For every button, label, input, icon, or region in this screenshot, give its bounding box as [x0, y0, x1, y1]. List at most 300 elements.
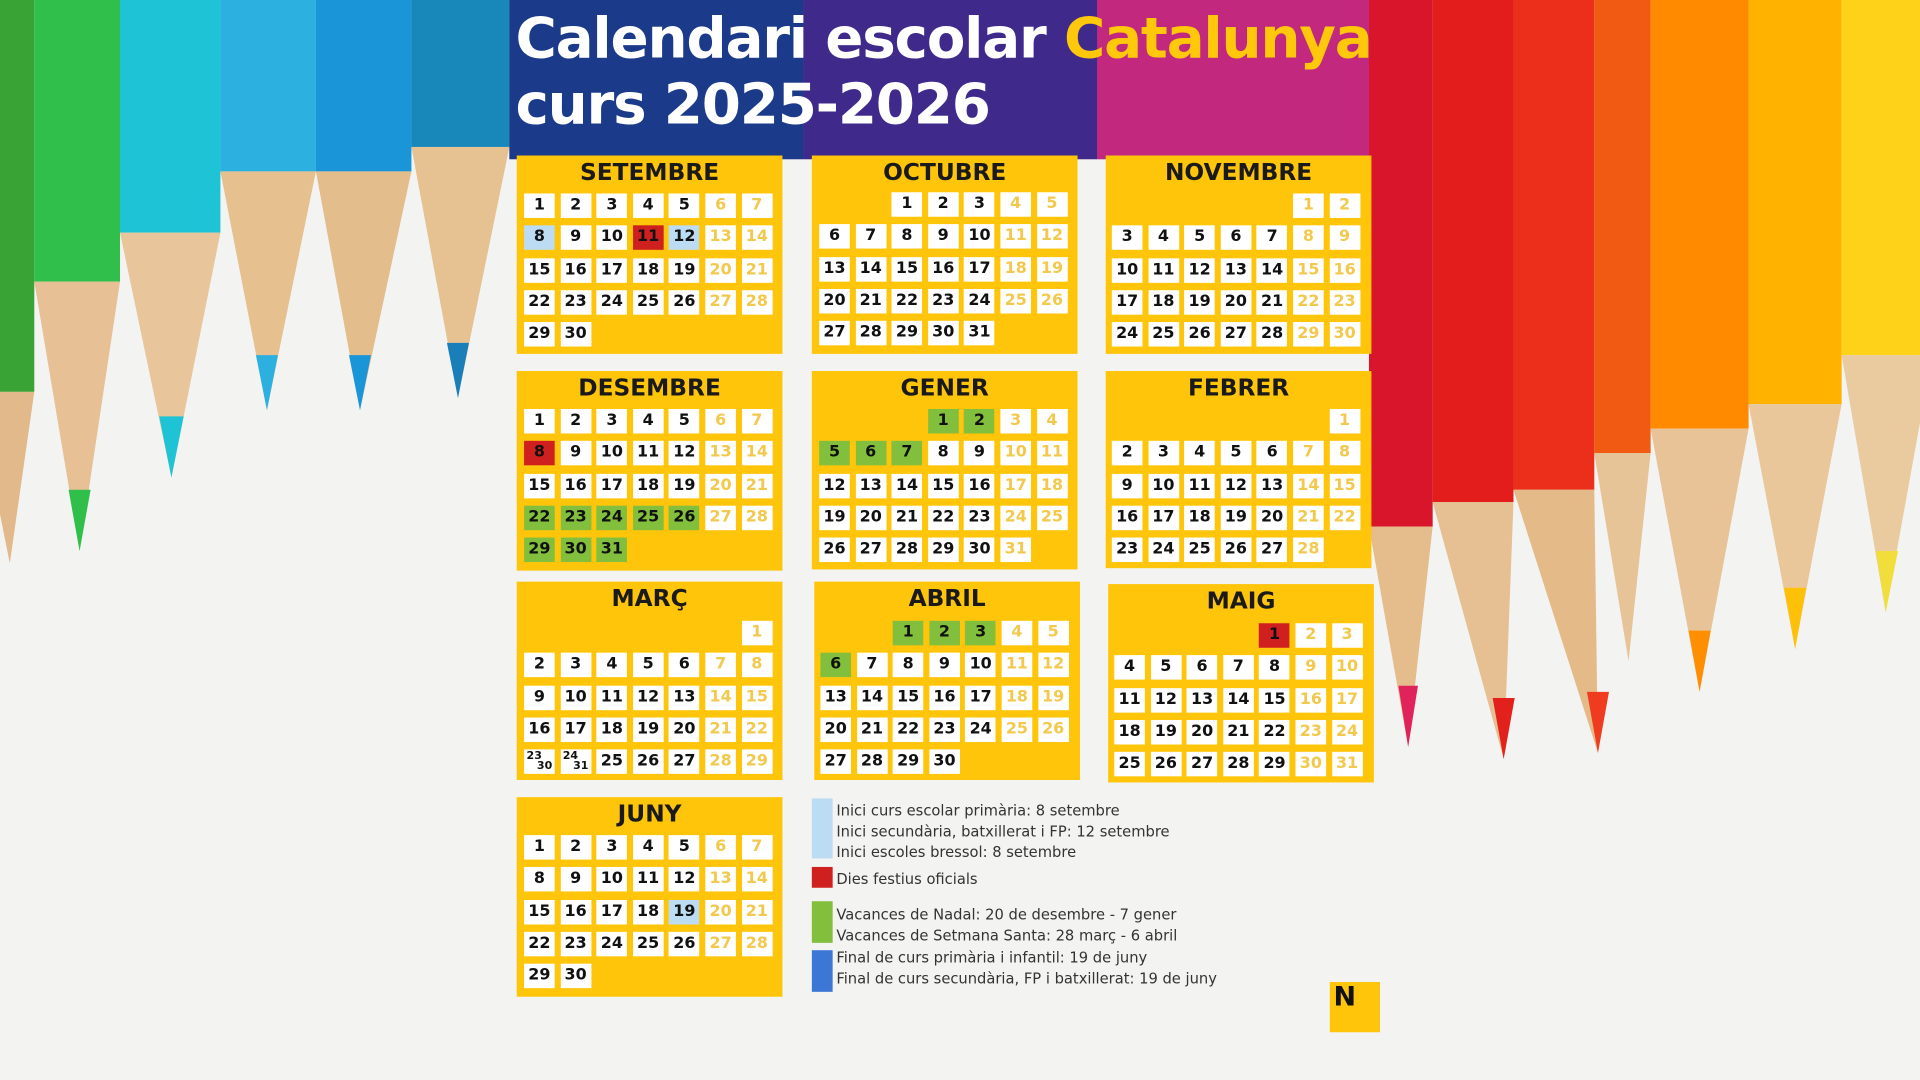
day-cell-30: 30: [560, 964, 591, 988]
day-cell-24: 24: [597, 932, 628, 956]
day-cell-23: 23: [1112, 538, 1143, 562]
day-cell-13: 13: [705, 226, 736, 250]
day-cell-1: 1: [892, 192, 923, 216]
legend-holiday-label: Dies festius oficials: [836, 870, 978, 888]
day-cell-25: 25: [1037, 506, 1068, 530]
day-cell-12: 12: [1184, 258, 1215, 282]
day-cell-27: 27: [1187, 752, 1218, 776]
day-cell-5: 5: [1038, 621, 1069, 645]
day-cell-16: 16: [1329, 258, 1360, 282]
day-cell-6: 6: [705, 409, 736, 433]
day-cell-21: 21: [1293, 506, 1324, 530]
day-cell-8: 8: [928, 441, 959, 465]
day-cell-11: 11: [633, 226, 664, 250]
day-cell-10: 10: [964, 224, 995, 248]
day-cell-16: 16: [560, 258, 591, 282]
month-abril: [814, 582, 1080, 780]
day-cell-5: 5: [819, 441, 850, 465]
day-cell-13: 13: [705, 867, 736, 891]
day-cell-7: 7: [1293, 441, 1324, 465]
day-cell-12: 12: [669, 867, 700, 891]
month-novembre: [1106, 156, 1372, 354]
day-cell-12: 12: [669, 441, 700, 465]
day-cell-18: 18: [1184, 506, 1215, 530]
day-cell-3: 3: [965, 621, 996, 645]
day-cell-9: 9: [560, 226, 591, 250]
day-cell-12: 12: [1151, 688, 1182, 712]
day-cell-9: 9: [1329, 226, 1360, 250]
day-cell-18: 18: [1114, 720, 1145, 744]
day-cell-5: 5: [1184, 226, 1215, 250]
day-cell-21: 21: [705, 717, 736, 741]
day-cell-13: 13: [669, 685, 700, 709]
day-cell-16: 16: [560, 473, 591, 497]
day-cell-23: 23: [964, 506, 995, 530]
day-cell-26: 26: [1038, 717, 1069, 741]
day-cell-27: 27: [705, 290, 736, 314]
day-cell-7: 7: [742, 835, 773, 859]
day-cell-23: 23: [560, 932, 591, 956]
day-cell-10: 10: [597, 867, 628, 891]
day-cell-30: 30: [929, 750, 960, 774]
day-cell-20: 20: [820, 717, 851, 741]
day-cell-4: 4: [633, 193, 664, 217]
day-cell-4: 4: [1114, 655, 1145, 679]
day-cell-25: 25: [633, 506, 664, 530]
legend-vacation-swatch: [812, 901, 833, 943]
day-cell-19: 19: [669, 473, 700, 497]
month-name: GENER: [900, 374, 989, 402]
day-cell-15: 15: [524, 900, 555, 924]
day-cell-18: 18: [633, 258, 664, 282]
day-cell-9: 9: [524, 685, 555, 709]
day-cell-5: 5: [1151, 655, 1182, 679]
day-cell-21: 21: [1223, 720, 1254, 744]
day-cell-24: 24: [1148, 538, 1179, 562]
day-cell-11: 11: [1000, 224, 1031, 248]
day-cell-9: 9: [929, 653, 960, 677]
day-cell-29: 29: [1259, 752, 1290, 776]
day-cell-2: 2: [560, 193, 591, 217]
day-cell-29: 29: [524, 964, 555, 988]
day-cell-28: 28: [855, 321, 886, 345]
day-cell-6: 6: [820, 653, 851, 677]
legend-vacation-line-1: Vacances de Nadal: 20 de desembre - 7 gener: [836, 906, 1177, 924]
day-cell-21: 21: [857, 717, 888, 741]
day-cell-12: 12: [1038, 653, 1069, 677]
day-cell-6: 6: [705, 835, 736, 859]
day-cell-14: 14: [892, 473, 923, 497]
day-cell-18: 18: [1002, 685, 1033, 709]
day-cell-27: 27: [705, 932, 736, 956]
day-cell-26: 26: [1221, 538, 1252, 562]
day-cell-14: 14: [1223, 688, 1254, 712]
day-cell-20: 20: [705, 473, 736, 497]
day-cell-15: 15: [524, 258, 555, 282]
day-cell-15: 15: [928, 473, 959, 497]
day-cell-17: 17: [1112, 290, 1143, 314]
day-cell-11: 11: [633, 867, 664, 891]
day-cell-19: 19: [633, 717, 664, 741]
day-cell-17: 17: [964, 257, 995, 281]
day-cell-31: 31: [964, 321, 995, 345]
logo: [1330, 982, 1380, 1032]
day-cell-3: 3: [597, 835, 628, 859]
day-cell-13: 13: [855, 473, 886, 497]
day-cell-9: 9: [560, 441, 591, 465]
day-cell-11: 11: [1037, 441, 1068, 465]
day-cell-5: 5: [633, 653, 664, 677]
day-cell-13: 13: [705, 441, 736, 465]
day-cell-30: 30: [560, 538, 591, 562]
day-cell-17: 17: [965, 685, 996, 709]
month-setembre: [517, 156, 783, 354]
day-cell-24-31: 24 31: [560, 750, 591, 774]
day-cell-22: 22: [928, 506, 959, 530]
day-cell-27: 27: [855, 538, 886, 562]
day-cell-11: 11: [597, 685, 628, 709]
day-cell-2: 2: [928, 192, 959, 216]
month-name: JUNY: [617, 800, 682, 828]
day-cell-1: 1: [524, 193, 555, 217]
day-cell-17: 17: [1332, 688, 1363, 712]
day-cell-29: 29: [524, 538, 555, 562]
day-cell-15: 15: [742, 685, 773, 709]
day-cell-5: 5: [669, 193, 700, 217]
legend-vacation-line-2: Vacances de Setmana Santa: 28 març - 6 abril: [836, 926, 1178, 945]
day-cell-4: 4: [1184, 441, 1215, 465]
day-cell-13: 13: [820, 685, 851, 709]
day-cell-22: 22: [524, 932, 555, 956]
day-cell-20: 20: [705, 900, 736, 924]
day-cell-11: 11: [1148, 258, 1179, 282]
day-cell-6: 6: [1187, 655, 1218, 679]
month-octubre: [812, 156, 1078, 354]
day-cell-20: 20: [669, 717, 700, 741]
day-cell-11: 11: [633, 441, 664, 465]
day-cell-15: 15: [1293, 258, 1324, 282]
day-cell-4: 4: [1002, 621, 1033, 645]
day-cell-5: 5: [669, 835, 700, 859]
day-cell-18: 18: [597, 717, 628, 741]
day-cell-24: 24: [1000, 506, 1031, 530]
day-cell-6: 6: [1221, 226, 1252, 250]
day-cell-19: 19: [669, 900, 700, 924]
day-cell-22: 22: [524, 506, 555, 530]
day-cell-10: 10: [1000, 441, 1031, 465]
day-cell-3: 3: [597, 193, 628, 217]
day-cell-16: 16: [928, 257, 959, 281]
day-cell-5: 5: [669, 409, 700, 433]
day-cell-10: 10: [597, 226, 628, 250]
day-cell-28: 28: [892, 538, 923, 562]
day-cell-9: 9: [928, 224, 959, 248]
day-cell-23: 23: [1296, 720, 1327, 744]
day-cell-18: 18: [633, 473, 664, 497]
day-cell-20: 20: [705, 258, 736, 282]
day-cell-6: 6: [855, 441, 886, 465]
day-cell-8: 8: [742, 653, 773, 677]
day-cell-19: 19: [1221, 506, 1252, 530]
day-cell-23: 23: [928, 289, 959, 313]
day-cell-20: 20: [1257, 506, 1288, 530]
legend-start-line-1: Inici curs escolar primària: 8 setembre: [836, 802, 1120, 820]
day-cell-19: 19: [1184, 290, 1215, 314]
day-cell-12: 12: [669, 226, 700, 250]
day-cell-10: 10: [1112, 258, 1143, 282]
day-cell-24: 24: [597, 506, 628, 530]
day-cell-18: 18: [633, 900, 664, 924]
logo-text: N: [1333, 982, 1357, 1013]
day-cell-10: 10: [965, 653, 996, 677]
day-cell-16: 16: [964, 473, 995, 497]
day-cell-21: 21: [742, 258, 773, 282]
day-cell-25: 25: [1148, 322, 1179, 346]
month-gener: [812, 371, 1078, 569]
day-cell-17: 17: [560, 717, 591, 741]
day-cell-4: 4: [597, 653, 628, 677]
month-name: NOVEMBRE: [1164, 159, 1313, 187]
day-cell-3: 3: [1332, 623, 1363, 647]
day-cell-25: 25: [1114, 752, 1145, 776]
day-cell-26: 26: [1037, 289, 1068, 313]
day-cell-15: 15: [893, 685, 924, 709]
day-cell-21: 21: [1257, 290, 1288, 314]
day-cell-21: 21: [742, 473, 773, 497]
day-cell-1: 1: [1329, 409, 1360, 433]
day-cell-3: 3: [597, 409, 628, 433]
day-cell-30: 30: [1329, 322, 1360, 346]
day-cell-9: 9: [560, 867, 591, 891]
day-cell-2: 2: [524, 653, 555, 677]
day-cell-22: 22: [1329, 506, 1360, 530]
day-cell-2: 2: [560, 835, 591, 859]
day-cell-3: 3: [1148, 441, 1179, 465]
day-cell-1: 1: [524, 835, 555, 859]
day-cell-14: 14: [857, 685, 888, 709]
day-cell-14: 14: [742, 441, 773, 465]
day-cell-11: 11: [1114, 688, 1145, 712]
day-cell-7: 7: [855, 224, 886, 248]
day-cell-8: 8: [893, 653, 924, 677]
day-cell-26: 26: [819, 538, 850, 562]
day-cell-10: 10: [1332, 655, 1363, 679]
day-cell-3: 3: [964, 192, 995, 216]
day-cell-11: 11: [1002, 653, 1033, 677]
day-cell-1: 1: [742, 621, 773, 645]
day-cell-14: 14: [705, 685, 736, 709]
day-cell-17: 17: [1000, 473, 1031, 497]
day-cell-12: 12: [1221, 473, 1252, 497]
day-cell-25: 25: [597, 750, 628, 774]
day-cell-26: 26: [1184, 322, 1215, 346]
day-cell-7: 7: [892, 441, 923, 465]
day-cell-28: 28: [742, 506, 773, 530]
day-cell-6: 6: [819, 224, 850, 248]
title-highlight: Catalunya: [1063, 4, 1372, 72]
day-cell-18: 18: [1037, 473, 1068, 497]
day-cell-23: 23: [1329, 290, 1360, 314]
day-cell-16: 16: [524, 717, 555, 741]
day-cell-14: 14: [742, 867, 773, 891]
day-cell-26: 26: [669, 290, 700, 314]
day-cell-13: 13: [819, 257, 850, 281]
legend-end-line-1: Final de curs primària i infantil: 19 de juny: [836, 948, 1148, 967]
month-name: MARÇ: [611, 585, 688, 613]
day-cell-24: 24: [964, 289, 995, 313]
day-cell-10: 10: [597, 441, 628, 465]
day-cell-26: 26: [633, 750, 664, 774]
day-cell-1: 1: [524, 409, 555, 433]
day-cell-19: 19: [1038, 685, 1069, 709]
day-cell-4: 4: [633, 835, 664, 859]
day-cell-28: 28: [1257, 322, 1288, 346]
day-cell-2: 2: [1329, 193, 1360, 217]
day-cell-27: 27: [1257, 538, 1288, 562]
day-cell-25: 25: [1002, 717, 1033, 741]
day-cell-16: 16: [560, 900, 591, 924]
month-febrer: [1106, 371, 1372, 568]
day-cell-26: 26: [669, 506, 700, 530]
page-subtitle: curs 2025-2026: [515, 71, 990, 138]
day-cell-12: 12: [819, 473, 850, 497]
day-cell-14: 14: [742, 226, 773, 250]
month-name: ABRIL: [908, 585, 986, 613]
day-cell-27: 27: [819, 321, 850, 345]
day-cell-23: 23: [929, 717, 960, 741]
day-cell-6: 6: [705, 193, 736, 217]
day-cell-28: 28: [1293, 538, 1324, 562]
day-cell-3: 3: [1000, 409, 1031, 433]
day-cell-8: 8: [524, 441, 555, 465]
day-cell-2: 2: [1296, 623, 1327, 647]
day-cell-20: 20: [1187, 720, 1218, 744]
day-cell-2: 2: [929, 621, 960, 645]
day-cell-16: 16: [929, 685, 960, 709]
day-cell-31: 31: [1332, 752, 1363, 776]
day-cell-1: 1: [1259, 623, 1290, 647]
day-cell-16: 16: [1296, 688, 1327, 712]
day-cell-28: 28: [857, 750, 888, 774]
day-cell-28: 28: [742, 290, 773, 314]
day-cell-9: 9: [1296, 655, 1327, 679]
day-cell-29: 29: [742, 750, 773, 774]
month-juny: [517, 797, 783, 997]
legend: [812, 796, 1216, 994]
day-cell-22: 22: [1293, 290, 1324, 314]
day-cell-1: 1: [928, 409, 959, 433]
day-cell-7: 7: [742, 193, 773, 217]
day-cell-10: 10: [560, 685, 591, 709]
day-cell-8: 8: [524, 867, 555, 891]
day-cell-10: 10: [1148, 473, 1179, 497]
day-cell-4: 4: [1148, 226, 1179, 250]
day-cell-15: 15: [524, 473, 555, 497]
day-cell-27: 27: [820, 750, 851, 774]
day-cell-8: 8: [524, 226, 555, 250]
day-cell-4: 4: [633, 409, 664, 433]
day-cell-17: 17: [597, 473, 628, 497]
day-cell-26: 26: [669, 932, 700, 956]
day-cell-19: 19: [669, 258, 700, 282]
month-name: DESEMBRE: [578, 374, 721, 402]
day-cell-25: 25: [1000, 289, 1031, 313]
day-cell-31: 31: [597, 538, 628, 562]
day-cell-16: 16: [1112, 506, 1143, 530]
month-name: SETEMBRE: [580, 159, 720, 187]
day-cell-12: 12: [1037, 224, 1068, 248]
day-cell-14: 14: [1257, 258, 1288, 282]
month-març: [517, 582, 783, 780]
legend-start-line-3: Inici escoles bressol: 8 setembre: [836, 843, 1077, 861]
month-name: FEBRER: [1187, 374, 1290, 402]
day-cell-8: 8: [892, 224, 923, 248]
day-cell-20: 20: [855, 506, 886, 530]
day-cell-19: 19: [819, 506, 850, 530]
day-cell-30: 30: [1296, 752, 1327, 776]
day-cell-28: 28: [705, 750, 736, 774]
day-cell-28: 28: [1223, 752, 1254, 776]
day-cell-29: 29: [1293, 322, 1324, 346]
day-cell-17: 17: [1148, 506, 1179, 530]
day-cell-22: 22: [893, 717, 924, 741]
day-cell-28: 28: [742, 932, 773, 956]
day-cell-2: 2: [1112, 441, 1143, 465]
legend-end-line-2: Final de curs secundària, FP i batxillerat: 19 de juny: [836, 969, 1217, 987]
day-cell-19: 19: [1151, 720, 1182, 744]
day-cell-15: 15: [1329, 473, 1360, 497]
day-cell-2: 2: [560, 409, 591, 433]
day-cell-14: 14: [1293, 473, 1324, 497]
day-cell-14: 14: [855, 257, 886, 281]
day-cell-11: 11: [1184, 473, 1215, 497]
day-cell-29: 29: [893, 750, 924, 774]
day-cell-21: 21: [742, 900, 773, 924]
day-cell-27: 27: [1221, 322, 1252, 346]
day-cell-15: 15: [892, 257, 923, 281]
day-cell-13: 13: [1187, 688, 1218, 712]
day-cell-8: 8: [1259, 655, 1290, 679]
day-cell-22: 22: [524, 290, 555, 314]
day-cell-15: 15: [1259, 688, 1290, 712]
day-cell-1: 1: [1293, 193, 1324, 217]
day-cell-25: 25: [633, 290, 664, 314]
day-cell-7: 7: [1223, 655, 1254, 679]
month-name: OCTUBRE: [883, 159, 1007, 187]
legend-holiday-swatch: [812, 867, 833, 888]
day-cell-12: 12: [633, 685, 664, 709]
day-cell-7: 7: [1257, 226, 1288, 250]
day-cell-20: 20: [819, 289, 850, 313]
day-cell-30: 30: [560, 322, 591, 346]
month-desembre: [517, 371, 783, 571]
day-cell-23-30: 23 30: [524, 750, 555, 774]
day-cell-26: 26: [1151, 752, 1182, 776]
day-cell-18: 18: [1000, 257, 1031, 281]
day-cell-22: 22: [892, 289, 923, 313]
day-cell-19: 19: [1037, 257, 1068, 281]
day-cell-20: 20: [1221, 290, 1252, 314]
day-cell-2: 2: [964, 409, 995, 433]
day-cell-5: 5: [1037, 192, 1068, 216]
day-cell-23: 23: [560, 290, 591, 314]
day-cell-23: 23: [560, 506, 591, 530]
day-cell-3: 3: [1112, 226, 1143, 250]
day-cell-25: 25: [633, 932, 664, 956]
day-cell-29: 29: [928, 538, 959, 562]
day-cell-22: 22: [1259, 720, 1290, 744]
day-cell-13: 13: [1221, 258, 1252, 282]
